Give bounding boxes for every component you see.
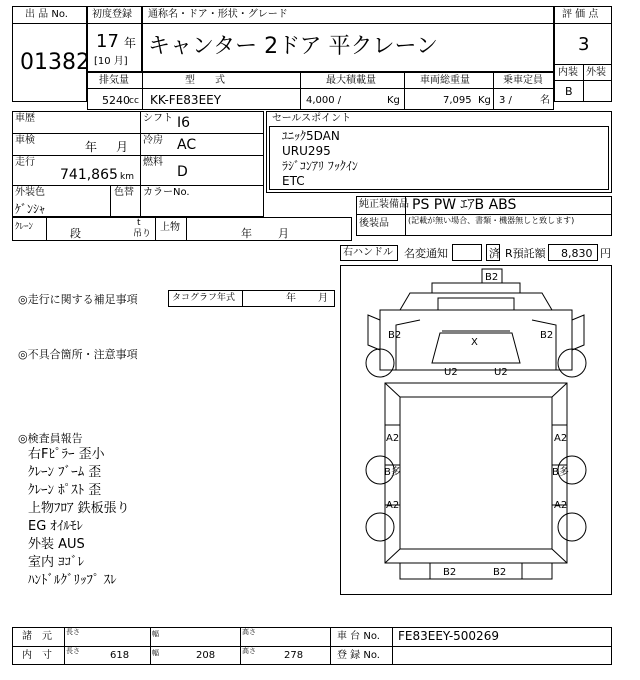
sales-points-label: セールスポイント [272, 113, 352, 124]
grade-label: 評 価 点 [562, 9, 599, 20]
int-width-label: 幅 [152, 649, 159, 657]
displacement-unit: cc [129, 96, 139, 106]
chassis-label: 車 台 No. [337, 631, 380, 642]
lot-label: 出 品 No. [25, 9, 68, 20]
mark-bed-right-mid: B多 [552, 467, 569, 478]
int-width: 208 [196, 650, 216, 661]
inspection-year: 年 [85, 140, 98, 154]
height-label: 高さ [242, 628, 256, 636]
crane-t: t [137, 218, 141, 228]
mark-door-left: U2 [444, 367, 458, 378]
r-deposit-label: R預託額 [505, 247, 546, 260]
sales-point-item: ETC [282, 174, 305, 188]
chassis-number: FE83EEY-500269 [398, 629, 499, 643]
max-load-label: 最大積載量 [326, 75, 376, 86]
inspector-label: ◎検査員報告 [18, 432, 83, 445]
mark-door-right: U2 [494, 367, 508, 378]
gross-weight-unit: Kg [478, 95, 491, 106]
mark-windshield: X [471, 337, 478, 348]
int-height-label: 高さ [242, 647, 256, 655]
sales-point-item: URU295 [282, 144, 331, 158]
aftermarket-label: 後装品 [359, 218, 389, 229]
crane-row [12, 217, 352, 241]
inspector-item: ｸﾚｰﾝ ﾎﾟｽﾄ 歪 [28, 483, 102, 498]
upper-month: 月 [278, 227, 289, 240]
inspector-item: 上物ﾌﾛｱ 鉄板張り [28, 501, 130, 516]
int-height: 278 [284, 650, 304, 661]
fuel-label: 燃料 [143, 157, 163, 168]
width-label: 幅 [152, 630, 159, 638]
inspector-item: ﾊﾝﾄﾞﾙｸﾞﾘｯﾌﾟ ｽﾚ [28, 573, 117, 588]
upper-year: 年 [241, 227, 252, 240]
inspector-item: 外装 AUS [28, 537, 85, 552]
inspector-item: ｸﾚｰﾝ ﾌﾞｰﾑ 歪 [28, 465, 102, 480]
mark-bed-right-lower: A2 [554, 500, 568, 511]
r-deposit-unit: 円 [600, 247, 611, 260]
length-label: 長さ [66, 628, 80, 636]
max-load-value: 4,000 / [306, 95, 342, 106]
mark-bed-left-lower: A2 [386, 500, 400, 511]
capacity-value: 3 / [499, 95, 512, 106]
crane-label: ｸﾚｰﾝ [15, 222, 34, 232]
mark-bed-left-mid: B多 [384, 467, 401, 478]
color-change-label: 色替 [114, 187, 134, 198]
recycle-label: 済 [489, 247, 500, 260]
aftermarket-note: (記載が無い場合、書類・機器無しと致します) [408, 216, 575, 225]
reg-month: [10 月] [94, 56, 128, 67]
model-value: KK-FE83EEY [150, 93, 222, 107]
car-name-label: 通称名・ドア・形状・グレード [148, 9, 288, 20]
gross-weight-label: 車両総重量 [420, 75, 470, 86]
steering: 右ハンドル [343, 247, 393, 258]
mark-rear-right: B2 [493, 567, 507, 578]
first-reg-label: 初度登録 [92, 9, 132, 20]
displacement-label: 排気量 [99, 75, 129, 86]
history-label: 車歴 [15, 113, 35, 124]
ac-label: 冷房 [143, 135, 163, 146]
sales-point-item: ﾕﾆｯｸ5DAN [282, 129, 340, 143]
interior-grade-label: 内装 [558, 67, 578, 78]
int-length: 618 [110, 650, 130, 661]
inspector-item: EG ｵｲﾙﾓﾚ [28, 519, 83, 534]
name-change-box [452, 244, 482, 261]
tacho-year: 年 [286, 293, 296, 304]
dims-label: 諸 元 [22, 631, 52, 642]
car-name: キャンター 2ドア 平クレーン [148, 34, 439, 59]
equipment-value: PS PW ｴｱB ABS [412, 197, 517, 213]
interior-grade: B [565, 85, 573, 98]
mark-front-top: B2 [485, 272, 499, 283]
crane-lift: 吊り [133, 229, 152, 239]
color-no-label: カラーNo. [143, 187, 190, 198]
int-length-label: 長さ [66, 647, 80, 655]
upper-label: 上物 [160, 222, 180, 233]
lot-number: 01382 [20, 50, 90, 75]
mark-left-front: B2 [388, 330, 402, 341]
inspector-item: 右Fﾋﾟﾗｰ 歪小 [28, 447, 105, 462]
overall-grade: 3 [578, 34, 590, 55]
mileage-value: 741,865 [60, 167, 118, 183]
tacho-label: タコグラフ年式 [172, 293, 236, 303]
name-change-label: 名変通知 [404, 247, 448, 260]
mark-bed-left-upper: A2 [386, 433, 400, 444]
max-load-unit: Kg [387, 95, 400, 106]
inspection-month: 月 [116, 140, 129, 154]
reg-no-label: 登 録 No. [337, 650, 380, 661]
defects-label: ◎不具合箇所・注意事項 [18, 348, 138, 361]
ext-color-label: 外装色 [15, 187, 45, 198]
mark-bed-right-upper: A2 [554, 433, 568, 444]
interior-dims-label: 内 寸 [22, 650, 52, 661]
equipment-label: 純正装備品 [359, 199, 409, 210]
capacity-label: 乗車定員 [503, 75, 543, 86]
reg-year-unit: 年 [124, 36, 137, 50]
gross-weight-value: 7,095 [443, 95, 472, 106]
r-deposit-value: 8,830 [561, 247, 593, 260]
model-label: 型 式 [185, 75, 225, 86]
mileage-unit: km [120, 172, 134, 182]
mark-rear-left: B2 [443, 567, 457, 578]
shift-label: シフト [143, 113, 173, 124]
ext-color-value: ｹﾞﾝｼｬ [15, 202, 46, 216]
ac-value: AC [177, 137, 197, 153]
mileage-label: 走行 [15, 157, 35, 168]
crane-stage: 段 [70, 227, 81, 240]
reg-year: 17 [96, 31, 119, 52]
inspector-item: 室内 ﾖｺﾞﾚ [28, 555, 85, 570]
displacement-value: 5240 [102, 94, 130, 107]
capacity-unit: 名 [540, 95, 550, 106]
truck-diagram [340, 265, 612, 595]
fuel-value: D [177, 164, 188, 180]
shift-value: I6 [177, 115, 191, 131]
mark-right-front: B2 [540, 330, 554, 341]
details-box [12, 111, 264, 217]
sales-point-item: ﾗｼﾞｺﾝｱﾘ ﾌｯｸｲﾝ [282, 159, 358, 173]
inspection-label: 車検 [15, 135, 35, 146]
exterior-grade-label: 外装 [586, 67, 606, 78]
driving-notes-label: ◎走行に関する補足事項 [18, 293, 138, 306]
tacho-month: 月 [318, 293, 328, 304]
